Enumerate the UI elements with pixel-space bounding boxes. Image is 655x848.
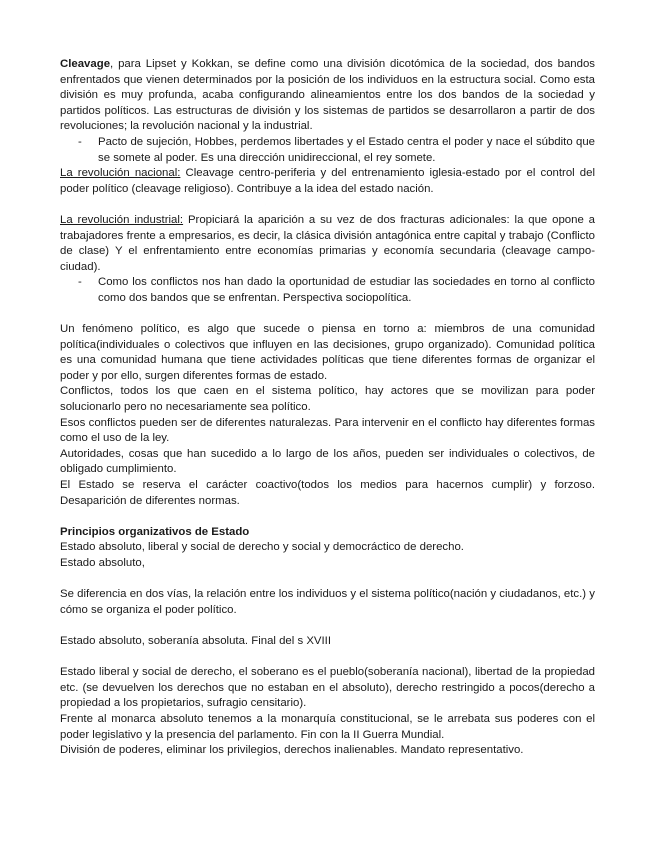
paragraph-autoridades: Autoridades, cosas que han sucedido a lo largo de los años, pueden ser individuales o colectivos, de obligado cumplimiento.: [60, 447, 595, 476]
paragraph-dos-vias: Se diferencia en dos vías, la relación entre los individuos y el sistema político(nación y ciudadanos, etc.) y cómo se organiza el poder político.: [60, 588, 595, 616]
bullet-text: Pacto de sujeción, Hobbes, perdemos libertades y el Estado centra el poder y nace el súbdito que se somete al poder. Es una dirección unidireccional, el rey somete.: [98, 135, 595, 164]
paragraph-fenomeno-politico: Un fenómeno político, es algo que sucede o piensa en torno a: miembros de una comunidad política(individuales o colectivos que influyen en las decisiones, grupo organizado). Comunidad política es una comunidad humana que tiene actividades políticas que tiene diferentes formas de organizar el poder y por ello, surgen diferentes formas de estado.: [60, 323, 595, 382]
blank-line: [60, 650, 595, 666]
paragraph-soberania-absoluta: Estado absoluto, soberanía absoluta. Final del s XVIII: [60, 634, 332, 647]
paragraph-text: , para Lipset y Kokkan, se define como una división dicotómica de la sociedad, dos bandos enfrentados que vienen determinados por la posición de los individuos en la estructura social. Como esta división es muy profunda, acaba configurando alineamientos entre los dos bandos de la sociedad y partidos políticos. Las estructuras de división y los sistemas de partidos se desarrollaron a partir de dos revoluciones; la revolución nacional y la industrial.: [60, 58, 595, 133]
blank-line: [60, 572, 595, 588]
paragraph-revolucion-industrial: [60, 213, 595, 275]
blank-line: [60, 307, 595, 323]
bullet-item: [60, 275, 595, 306]
bullet-text: Como los conflictos nos han dado la oportunidad de estudiar las sociedades en torno al conflicto como dos bandos que se enfrentan. Perspectiva sociopolítica.: [98, 276, 595, 304]
blank-line: [60, 618, 595, 634]
paragraph-text: Cleavage centro-periferia y del entrenamiento iglesia-estado por el control del poder político (cleavage religioso). Contribuye a la idea del estado nación.: [60, 167, 595, 195]
section-heading: Principios organizativos de Estado: [60, 525, 250, 538]
term-cleavage: Cleavage: [60, 58, 111, 70]
paragraph-estado-liberal: Estado liberal y social de derecho, el soberano es el pueblo(soberanía nacional), libertad de la propiedad etc. (se devuelven los derechos que no estaban en el absoluto), derecho restringido a pocos(derecho a propiedad a los propietarios, sufragio censitario).: [60, 666, 595, 710]
blank-line: [60, 197, 595, 213]
paragraph-conflictos: Conflictos, todos los que caen en el sistema político, hay actores que se movilizan para poder solucionarlo pero no necesariamente sea político.: [60, 385, 595, 414]
bullet-dash: -: [78, 135, 82, 148]
subheading-revolucion-industrial: La revolución industrial:: [60, 213, 184, 226]
paragraph-monarquia-constitucional: Frente al monarca absoluto tenemos a la monarquía constitucional, se le arrebata sus poderes con el poder legislativo y la presencia del parlamento. Fin con la II Guerra Mundial.: [60, 712, 595, 741]
paragraph-naturalezas: Esos conflictos pueden ser de diferentes naturalezas. Para intervenir en el conflicto hay diferentes formas como el uso de la ley.: [60, 416, 595, 445]
paragraph-revolucion-nacional: [60, 166, 595, 197]
paragraph-tipos-estado: Estado absoluto, liberal y social de derecho y social y democráctico de derecho.: [60, 541, 464, 554]
paragraph-cleavage: [60, 57, 595, 135]
paragraph-text: Propiciará la aparición a su vez de dos fracturas adicionales: la que opone a trabajadores frente a empresarios, es decir, la clásica división antagónica entre capital y trabajo (Conflicto de clase) Y el enfrentamiento entre economías primarias y economía secundaria (cleavage campo-ciudad).: [60, 213, 596, 273]
paragraph-division-poderes: División de poderes, eliminar los privilegios, derechos inalienables. Mandato representativo.: [60, 744, 524, 757]
blank-line: [60, 509, 595, 525]
subheading-revolucion-nacional: La revolución nacional:: [60, 167, 181, 180]
bullet-dash: -: [78, 276, 82, 289]
paragraph-estado-coactivo: El Estado se reserva el carácter coactivo(todos los medios para hacernos cumplir) y forzoso. Desaparición de diferentes normas.: [60, 479, 595, 507]
document-body: [60, 57, 595, 759]
bullet-item: [60, 135, 595, 166]
paragraph-estado-absoluto: Estado absoluto,: [60, 557, 145, 569]
